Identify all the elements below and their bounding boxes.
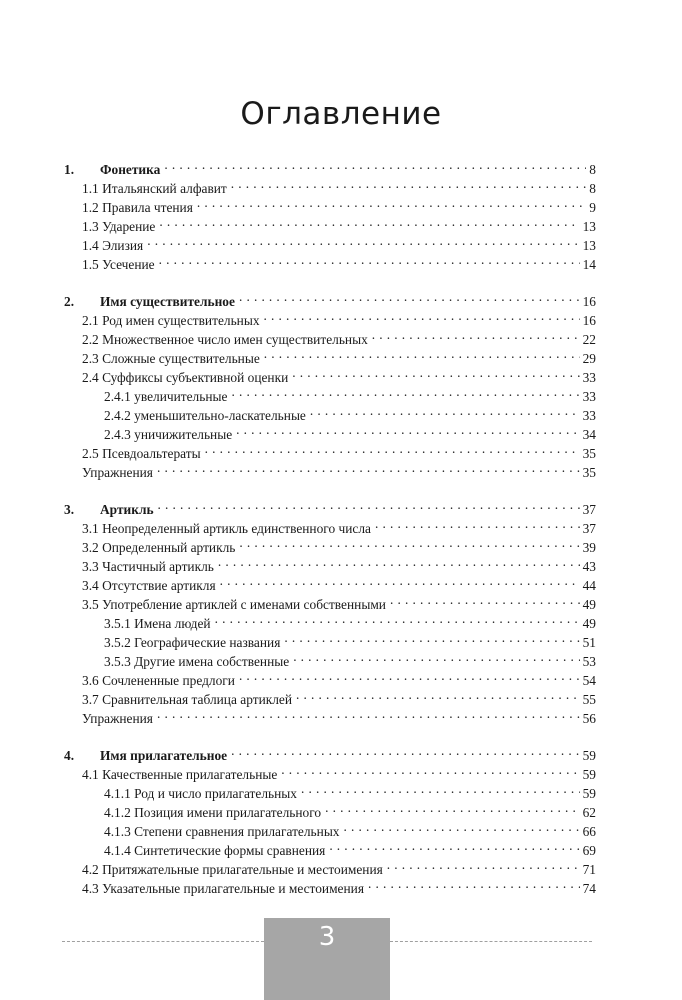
toc-page-number: 33: [582, 370, 596, 385]
toc-page-number: 53: [582, 654, 596, 669]
toc-page-number: 56: [582, 711, 596, 726]
toc-entry-row[interactable]: [64, 174, 596, 196]
toc-page-number: 9: [589, 200, 596, 215]
toc-page-number: 37: [582, 521, 596, 536]
toc-entry-row[interactable]: [64, 836, 596, 858]
toc-page-number: 37: [582, 502, 596, 517]
toc-entry-row[interactable]: [64, 212, 596, 234]
toc-page-number: 71: [582, 862, 596, 877]
toc-entry-row[interactable]: [64, 666, 596, 688]
toc-page-number: 29: [582, 351, 596, 366]
toc-dot-leader: [290, 363, 579, 382]
toc-entry-label: 1.2 Правила чтения: [82, 200, 193, 215]
toc-page-number: 13: [582, 238, 596, 253]
toc-entry-label: Фонетика: [100, 162, 161, 177]
toc-chapter-row[interactable]: [64, 287, 596, 309]
toc-page-number: 34: [582, 427, 596, 442]
toc-chapter-row[interactable]: [64, 495, 596, 517]
toc-entry-row[interactable]: [64, 704, 596, 726]
toc-page-number: 59: [582, 786, 596, 801]
page-title: Оглавление: [240, 96, 442, 132]
toc-entry-row[interactable]: [64, 250, 596, 272]
toc-entry-label: 2.3 Сложные существительные: [82, 351, 260, 366]
toc-entry-row[interactable]: [64, 628, 596, 650]
toc-entry-label: 1.5 Усечение: [82, 257, 155, 272]
toc-dot-leader: [323, 798, 580, 817]
toc-page-number: 74: [582, 881, 596, 896]
toc-entry-row[interactable]: [64, 306, 596, 328]
toc-dot-leader: [327, 836, 579, 855]
toc-entry-label: 3.6 Сочлененные предлоги: [82, 673, 235, 688]
footer-dashed-rule-right: [390, 941, 592, 942]
toc-dot-leader: [366, 874, 580, 893]
toc-entry-row[interactable]: [64, 855, 596, 877]
toc-page-number: 35: [582, 465, 596, 480]
toc-page-number: 8: [589, 162, 596, 177]
toc-entry-label: 3.5.3 Другие имена собственные: [104, 654, 290, 669]
toc-dot-leader: [279, 760, 579, 779]
toc-entry-label: 1.3 Ударение: [82, 219, 156, 234]
toc-chapter-row[interactable]: [64, 741, 596, 763]
toc-entry-label: 2.4.1 увеличительные: [104, 389, 228, 404]
toc-dot-leader: [162, 155, 586, 174]
toc-entry-label: 2.5 Псевдоальтераты: [82, 446, 201, 461]
toc-entry-label: 4.1.3 Степени сравнения прилагательных: [104, 824, 340, 839]
toc-page-number: 49: [582, 597, 596, 612]
toc-entry-row[interactable]: [64, 193, 596, 215]
toc-entry-row[interactable]: [64, 571, 596, 593]
toc-page-number: 8: [589, 181, 596, 196]
toc-entry-label: 4.1 Качественные прилагательные: [82, 767, 278, 782]
toc-entry-row[interactable]: [64, 817, 596, 839]
toc-chapter-number: 3.: [64, 502, 75, 517]
toc-dot-leader: [308, 401, 580, 420]
toc-page-number: 54: [582, 673, 596, 688]
toc-entry-label: 4.1.4 Синтетические формы сравнения: [104, 843, 326, 858]
toc-entry-label: Имя прилагательное: [100, 748, 228, 763]
toc-chapter-number: 1.: [64, 162, 75, 177]
toc-dot-leader: [282, 628, 579, 647]
toc-entry-label: 3.7 Сравнительная таблица артиклей: [82, 692, 293, 707]
toc-page-number: 33: [582, 408, 596, 423]
toc-page-number: 55: [582, 692, 596, 707]
toc-dot-leader: [155, 704, 580, 723]
toc-dot-leader: [373, 514, 580, 533]
toc-dot-leader: [234, 420, 579, 439]
toc-entry-row[interactable]: [64, 420, 596, 442]
toc-entry-label: 3.5.2 Географические названия: [104, 635, 281, 650]
toc-entry-label: 1.4 Элизия: [82, 238, 144, 253]
toc-entry-row[interactable]: [64, 779, 596, 801]
toc-dot-leader: [299, 779, 580, 798]
page-number: 3: [318, 922, 336, 952]
toc-entry-label: 2.4.3 уничижительные: [104, 427, 233, 442]
toc-entry-row[interactable]: [64, 647, 596, 669]
toc-entry-label: 4.1.2 Позиция имени прилагательного: [104, 805, 322, 820]
toc-dot-leader: [229, 174, 587, 193]
toc-entry-label: Упражнения: [82, 465, 153, 480]
toc-entry-label: 2.4 Суффиксы субъективной оценки: [82, 370, 289, 385]
toc-entry-row[interactable]: [64, 231, 596, 253]
toc-entry-label: 4.3 Указательные прилагательные и местоимения: [82, 881, 364, 896]
toc-entry-label: Артикль: [100, 502, 154, 517]
toc-page-number: 66: [582, 824, 596, 839]
toc-dot-leader: [229, 741, 579, 760]
toc-page-number: 14: [582, 257, 596, 272]
toc-dot-leader: [156, 495, 580, 514]
toc-entry-label: 3.5 Употребление артиклей с именами собственными: [82, 597, 386, 612]
toc-entry-label: 4.2 Притяжательные прилагательные и местоимения: [82, 862, 383, 877]
toc-dot-leader: [155, 458, 580, 477]
toc-dot-leader: [370, 325, 580, 344]
toc-dot-leader: [229, 382, 579, 401]
toc-dot-leader: [218, 571, 580, 590]
toc-entry-row[interactable]: [64, 363, 596, 385]
toc-page-number: 16: [582, 313, 596, 328]
toc-entry-label: 2.4.2 уменьшительно-ласкательные: [104, 408, 306, 423]
toc-entry-row[interactable]: [64, 874, 596, 896]
toc-entry-row[interactable]: [64, 552, 596, 574]
toc-dot-leader: [237, 533, 579, 552]
toc-page-number: 69: [582, 843, 596, 858]
toc-dot-leader: [388, 590, 580, 609]
toc-entry-row[interactable]: [64, 590, 596, 612]
toc-entry-label: Имя существительное: [100, 294, 235, 309]
toc-dot-leader: [203, 439, 580, 458]
toc-page-number: 62: [582, 805, 596, 820]
toc-dot-leader: [195, 193, 586, 212]
toc-entry-label: 1.1 Итальянский алфавит: [82, 181, 227, 196]
toc-page-number: 59: [582, 748, 596, 763]
toc-entry-row[interactable]: [64, 514, 596, 536]
footer-dashed-rule-left: [62, 941, 264, 942]
toc-chapter-row[interactable]: [64, 155, 596, 177]
toc-dot-leader: [157, 250, 580, 269]
toc-page-number: 59: [582, 767, 596, 782]
toc-entry-row[interactable]: [64, 798, 596, 820]
toc-page-number: 16: [582, 294, 596, 309]
toc-page-number: 51: [582, 635, 596, 650]
toc-chapter-number: 4.: [64, 748, 75, 763]
toc-page-number: 49: [582, 616, 596, 631]
toc-entry-row[interactable]: [64, 325, 596, 347]
toc-dot-leader: [262, 306, 580, 325]
toc-entry-label: 3.3 Частичный артикль: [82, 559, 214, 574]
toc-page-number: 44: [582, 578, 596, 593]
toc-dot-leader: [157, 212, 579, 231]
toc-dot-leader: [237, 287, 580, 306]
toc-entry-label: 2.2 Множественное число имен существительных: [82, 332, 368, 347]
table-of-contents: [64, 155, 596, 896]
toc-entry-row[interactable]: [64, 533, 596, 555]
toc-entry-label: 3.2 Определенный артикль: [82, 540, 236, 555]
toc-entry-label: 3.4 Отсутствие артикля: [82, 578, 216, 593]
toc-entry-label: 3.5.1 Имена людей: [104, 616, 211, 631]
toc-page-number: 33: [582, 389, 596, 404]
toc-dot-leader: [145, 231, 579, 250]
toc-entry-label: Упражнения: [82, 711, 153, 726]
toc-dot-leader: [262, 344, 580, 363]
toc-dot-leader: [342, 817, 580, 836]
toc-entry-row[interactable]: [64, 344, 596, 366]
toc-entry-row[interactable]: [64, 382, 596, 404]
toc-entry-label: 2.1 Род имен существительных: [82, 313, 260, 328]
toc-dot-leader: [294, 685, 580, 704]
toc-entry-row[interactable]: [64, 760, 596, 782]
toc-entry-label: 3.1 Неопределенный артикль единственного числа: [82, 521, 371, 536]
toc-dot-leader: [237, 666, 580, 685]
toc-page-number: 35: [582, 446, 596, 461]
toc-entry-row[interactable]: [64, 401, 596, 423]
toc-entry-row[interactable]: [64, 458, 596, 480]
toc-entry-label: 4.1.1 Род и число прилагательных: [104, 786, 297, 801]
toc-entry-row[interactable]: [64, 609, 596, 631]
toc-page-number: 22: [582, 332, 596, 347]
toc-page-number: 39: [582, 540, 596, 555]
toc-page-number: 13: [582, 219, 596, 234]
toc-dot-leader: [291, 647, 579, 666]
toc-entry-row[interactable]: [64, 685, 596, 707]
toc-entry-row[interactable]: [64, 439, 596, 461]
toc-page-number: 43: [582, 559, 596, 574]
toc-chapter-number: 2.: [64, 294, 75, 309]
toc-dot-leader: [385, 855, 580, 874]
toc-dot-leader: [216, 552, 580, 571]
toc-dot-leader: [213, 609, 580, 628]
